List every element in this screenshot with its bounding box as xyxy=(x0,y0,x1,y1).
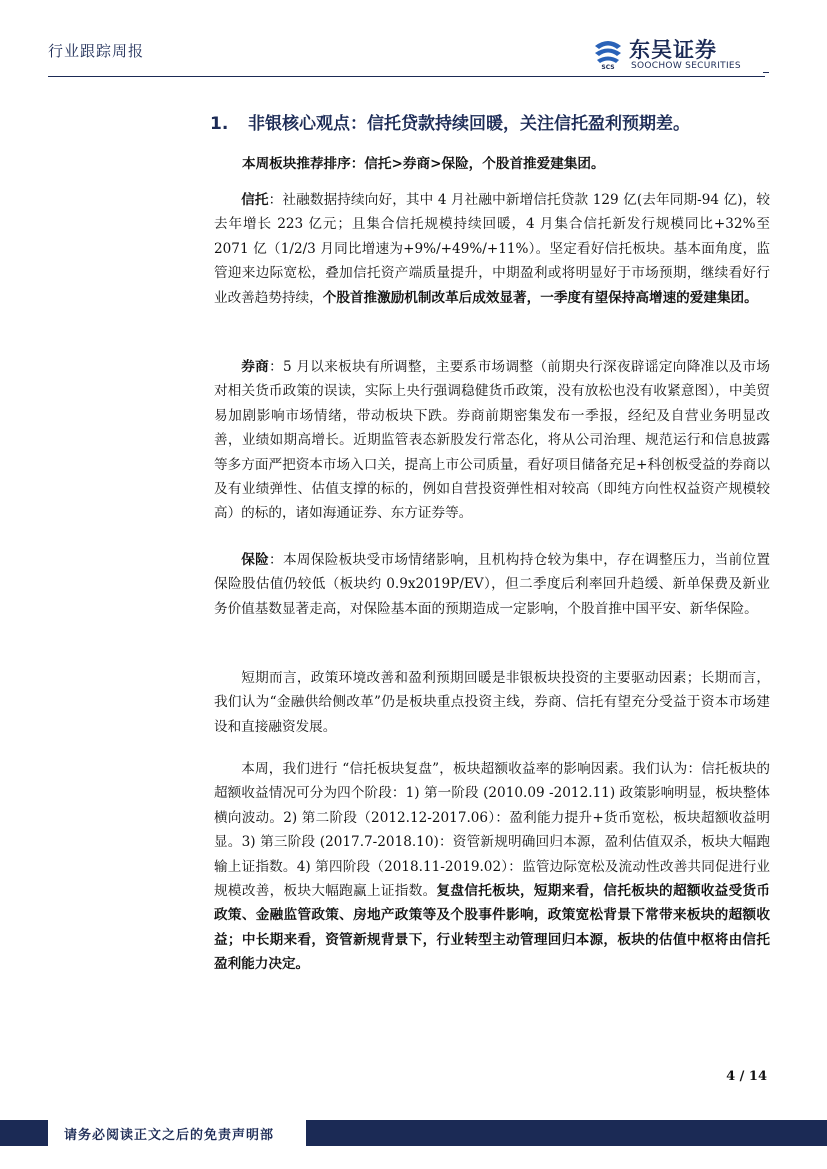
sector-ranking: 本周板块推荐排序：信托>券商>保险，个股首推爱建集团。 xyxy=(242,156,605,172)
paragraph-review xyxy=(214,757,770,977)
svg-text:SCS: SCS xyxy=(601,64,615,70)
paragraph-insurance xyxy=(214,548,770,621)
section-heading xyxy=(210,109,690,134)
footer-disclaimer: 请务必阅读正文之后的免责声明部 xyxy=(64,1128,275,1143)
logo-chinese-name: 东吴证券 xyxy=(629,38,717,62)
trust-text: ：社融数据持续向好，其中 4 月社融中新增信托贷款 129 亿(去年同期-94 亿)，较去年增长 223 亿元；且集合信托规模持续回暖，4 月集合信托新发行规模同比+32%至 2071 亿（1/2/3 月同比增速为+9%/+49%/+11%）。坚定看好信托板块。基本面角度，监管迎来边际宽松，叠加信托资产端质量提升，中期盈利或将明显好于市场预期，继续看好行业改善趋势持续， xyxy=(214,192,771,306)
insurance-lead: 保险 xyxy=(241,552,270,568)
page-number: 4 / 14 xyxy=(726,1069,767,1084)
section-title-text: 非银核心观点：信托贷款持续回暖，关注信托盈利预期差。 xyxy=(248,114,690,134)
paragraph-short-term: 短期而言，政策环境改善和盈利预期回暖是非银板块投资的主要驱动因素；长期而言，我们认为“金融供给侧改革”仍是板块重点投资主线，券商、信托有望充分受益于资本市场建设和直接融资发展。 xyxy=(214,670,770,735)
paragraph-broker xyxy=(214,355,770,526)
broker-lead: 券商 xyxy=(241,359,270,375)
broker-text: ：5 月以来板块有所调整，主要系市场调整（前期央行深夜辟谣定向降准以及市场对相关货币政策的误读，实际上央行强调稳健货币政策，没有放松也没有收紧意图），中美贸易加剧影响市场情绪，带动板块下跌。券商前期密集发布一季报，经纪及自营业务明显改善，业绩如期高增长。近期监管表态新股发行常态化，将从公司治理、规范运行和信息披露等多方面严把资本市场入口关，提高上市公司质量，看好项目储备充足+科创板受益的券商以及有业绩弹性、估值支撑的标的，例如自营投资弹性相对较高（即纯方向性权益资产规模较高）的标的，诸如海通证券、东方证券等。 xyxy=(214,359,771,522)
company-logo xyxy=(591,34,771,74)
trust-lead: 信托 xyxy=(241,192,269,208)
review-text: 本周，我们进行 “信托板块复盘”，板块超额收益率的影响因素。我们认为：信托板块的超额收益情况可分为四个阶段：1) 第一阶段 (2010.09 -2012.11) 政策影响明显，板块整体横向波动。2) 第二阶段（2012.12-2017.06）：盈利能力提升+货币宽松，板块超额收益明显。3) 第三阶段 (2017.7-2018.10)：资管新规明确回归本源，盈利估值双杀，板块大幅跑输上证指数。4) 第四阶段（2018.11-2019.02）：监管边际宽松及流动性改善共同促进行业规模改善，板块大幅跑赢上证指数。 xyxy=(214,761,770,900)
logo-english-name: SOOCHOW SECURITIES xyxy=(631,61,741,71)
section-number: 1. xyxy=(210,114,229,134)
header-divider-tick xyxy=(763,72,769,73)
header-divider xyxy=(48,76,765,77)
insurance-text: ：本周保险板块受市场情绪影响，且机构持仓较为集中，存在调整压力，当前位置保险股估值仍较低（板块约 0.9x2019P/EV），但二季度后利率回升趋缓、新单保费及新业务价值基数显著走高，对保险基本面的预期造成一定影响，个股首推中国平安、新华保险。 xyxy=(214,552,771,617)
paragraph-trust xyxy=(214,188,770,310)
report-type-label: 行业跟踪周报 xyxy=(48,42,145,60)
trust-bold: 个股首推激励机制改革后成效显著，一季度有望保持高增速的爱建集团。 xyxy=(322,289,758,306)
review-bold: 复盘信托板块，短期来看，信托板块的超额收益受货币政策、金融监管政策、房地产政策等及个股事件影响，政策宽松背景下常带来板块的超额收益；中长期来看，资管新规背景下，行业转型主动管理回归本源，板块的估值中枢将由信托盈利能力决定。 xyxy=(214,883,771,973)
soochow-logo-icon xyxy=(591,36,625,70)
